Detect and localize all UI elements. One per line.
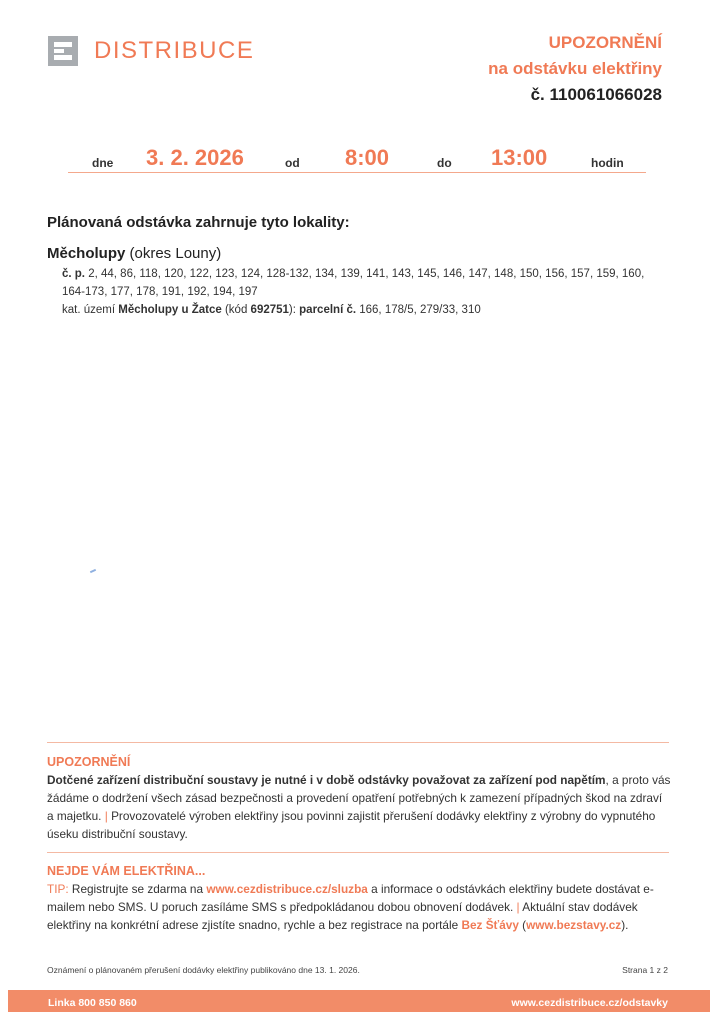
website-link[interactable]: www.cezdistribuce.cz/odstavky [511,997,668,1009]
divider [47,852,669,853]
scan-speck [90,569,96,573]
page-number: Strana 1 z 2 [622,965,668,975]
schedule-underline [68,172,646,173]
locality-name: Měcholupy (okres Louny) [47,245,222,262]
cez-logo-icon [48,36,78,66]
notice-number: č. 110061066028 [530,85,662,104]
cadastre-line: kat. území Měcholupy u Žatce (kód 692751): parcelní č. 166, 178/5, 279/33, 310 [62,304,481,316]
to-time: 13:00 [491,145,548,170]
logo-text: DISTRIBUCE [94,37,255,64]
from-label: od [285,156,300,170]
no-power-text: TIP: Registrujte se zdarma na www.cezdistribuce.cz/sluzba a informace o odstávkách elektřiny budete dostávat e-mailem nebo SMS. U poruch zasíláme SMS s předpokládanou dobou obnovení dodávek. | Aktuální stav dodávek elektřiny na konkrétní adrese zjistíte snadno, rychle a bez registrace na portále Bez Šťávy (www.bezstavy.cz). [47,882,654,932]
safety-text: Dotčené zařízení distribuční soustavy je nutné i v době odstávky považovat za zařízení pod napětím, a proto vás žádáme o dodržení všech zásad bezpečnosti a provedení opatření potřebných k zamezení případných škod na zdraví a majetku. | Provozovatelé výroben elektřiny jsou povinni zajistit přerušení dodávky elektřiny z výrobny do vypnutého úseku distribuční soustavy. [47,773,671,841]
divider [47,742,669,743]
no-power-heading: NEJDE VÁM ELEKTŘINA... [47,864,206,878]
safety-heading: UPOZORNĚNÍ [47,755,131,769]
from-time: 8:00 [345,145,390,170]
published-note: Oznámení o plánovaném přerušení dodávky elektřiny publikováno dne 13. 1. 2026. [47,965,360,975]
localities-intro: Plánovaná odstávka zahrnuje tyto lokality: [47,214,350,231]
hours-label: hodin [591,156,624,170]
registration-link[interactable]: www.cezdistribuce.cz/sluzba [206,882,368,896]
notice-title: UPOZORNĚNÍ [548,33,662,52]
day-label: dne [92,156,114,170]
bezstavy-link[interactable]: www.bezstavy.cz [526,918,622,932]
house-numbers: č. p. 2, 44, 86, 118, 120, 122, 123, 124, 128-132, 134, 139, 141, 143, 145, 146, 147, 148, 150, 156, 157, 159, 160, 164-173, 177, 178, 191, 192, 194, 197 [62,268,645,298]
outage-date: 3. 2. 2026 [146,145,244,170]
hotline: Linka 800 850 860 [48,997,137,1009]
notice-subtitle: na odstávku elektřiny [488,59,662,78]
to-label: do [437,156,452,170]
